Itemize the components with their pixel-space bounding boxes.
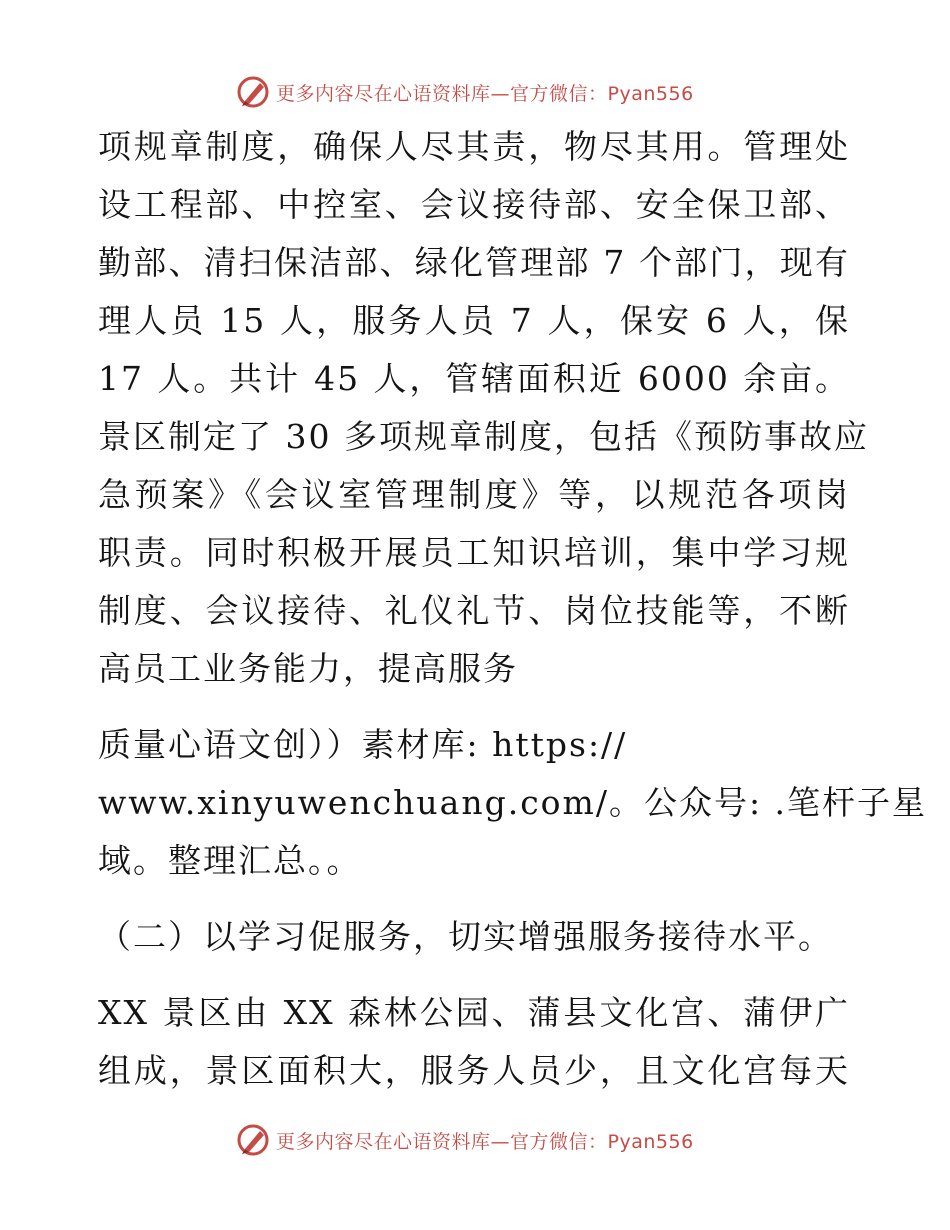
- text-line: 制度、会议接待、礼仪礼节、岗位技能等，不断: [98, 591, 850, 630]
- text-line: 17 人。共计 45 人，管辖面积近 6000 余亩。: [98, 359, 850, 398]
- watermark-text: 更多内容尽在心语资料库—官方微信：Pyan556: [276, 82, 694, 105]
- text-line: 急预案》《会议室管理制度》等，以规范各项岗: [98, 475, 850, 514]
- text-line: XX 景区由 XX 森林公园、蒲县文化宫、蒲伊广: [98, 993, 850, 1032]
- text-line: www.xinyuwenchuang.com/。公众号: .笔杆子星: [98, 783, 928, 822]
- pen-logo-icon: [236, 75, 270, 109]
- watermark-text: 更多内容尽在心语资料库—官方微信：Pyan556: [276, 1130, 694, 1153]
- text-line: 勤部、清扫保洁部、绿化管理部 7 个部门，现有: [98, 243, 850, 282]
- pen-logo-icon: [236, 1123, 270, 1157]
- text-line: 质量心语文创））素材库: https://: [98, 725, 628, 764]
- text-line: 职责。同时积极开展员工知识培训，集中学习规: [98, 533, 850, 572]
- text-line: 设工程部、中控室、会议接待部、安全保卫部、: [98, 185, 850, 224]
- text-line: 域。整理汇总。。: [98, 841, 362, 880]
- text-line: 景区制定了 30 多项规章制度，包括《预防事故应: [98, 417, 869, 456]
- header-watermark: [236, 72, 694, 112]
- section-heading: （二）以学习促服务，切实增强服务接待水平。: [98, 917, 833, 956]
- text-line: 组成，景区面积大，服务人员少，且文化宫每天: [98, 1051, 850, 1090]
- text-line: 理人员 15 人，服务人员 7 人，保安 6 人，保: [98, 301, 850, 340]
- footer-watermark: [236, 1120, 694, 1160]
- text-line: 高员工业务能力，提高服务: [98, 649, 518, 688]
- text-line: 项规章制度，确保人尽其责，物尽其用。管理处: [98, 127, 850, 166]
